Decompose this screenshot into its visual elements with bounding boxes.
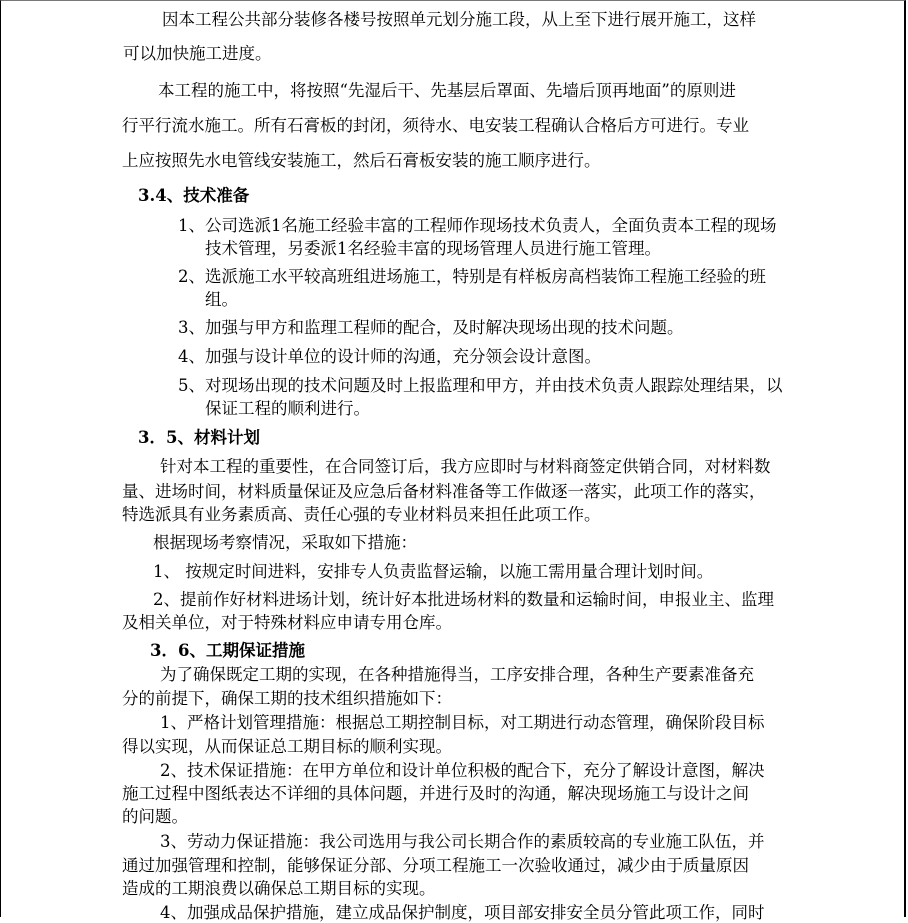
sec34-item4: 4、加强与设计单位的设计师的沟通，充分领会设计意图。 xyxy=(178,347,601,366)
sec36-p1-line1: 为了确保既定工期的实现，在各种措施得当，工序安排合理，各种生产要素准备充 xyxy=(160,665,754,684)
sec35-p2: 根据现场考察情况，采取如下措施： xyxy=(153,533,417,552)
sec36-item4-line1: 4、加强成品保护措施，建立成品保护制度，项目部安排安全员分管此项工作，同时 xyxy=(160,903,765,922)
sec35-p1-line3: 特选派具有业务素质高、责任心强的专业材料员来担任此项工作。 xyxy=(122,505,601,524)
sec36-item2-line1: 2、技术保证措施：在甲方单位和设计单位积极的配合下，充分了解设计意图，解决 xyxy=(160,761,765,780)
sec35-item1: 1、 按规定时间进料，安排专人负责监督运输，以施工需用量合理计划时间。 xyxy=(153,562,714,581)
section-3-5-heading: 3．5、材料计划 xyxy=(138,428,260,447)
sec35-item2-line2: 及相关单位，对于特殊材料应申请专用仓库。 xyxy=(122,613,452,632)
sec35-item2-line1: 2、提前作好材料进场计划，统计好本批进场材料的数量和运输时间，申报业主、监理 xyxy=(153,590,774,609)
intro-p1-line1: 因本工程公共部分装修各楼号按照单元划分施工段，从上至下进行展开施工，这样 xyxy=(162,10,756,29)
sec36-p1-line2: 分的前提下，确保工期的技术组织措施如下： xyxy=(122,689,452,708)
sec35-p1-line1: 针对本工程的重要性，在合同签订后，我方应即时与材料商签定供销合同，对材料数 xyxy=(160,457,771,476)
sec36-item2-line3: 的问题。 xyxy=(122,807,188,826)
section-3-6-heading: 3．6、工期保证措施 xyxy=(150,641,305,660)
sec34-item5-line1: 5、对现场出现的技术问题及时上报监理和甲方，并由技术负责人跟踪处理结果，以 xyxy=(178,376,783,395)
sec34-item1-line1: 1、公司选派1名施工经验丰富的工程师作现场技术负责人，全面负责本工程的现场 xyxy=(178,216,777,235)
section-3-4-heading: 3.4、技术准备 xyxy=(138,186,250,205)
intro-p2-line3: 上应按照先水电管线安装施工，然后石膏板安装的施工顺序进行。 xyxy=(122,151,601,170)
sec36-item3-line3: 造成的工期浪费以确保总工期目标的实现。 xyxy=(122,879,436,898)
sec34-item2-line2: 组。 xyxy=(205,290,238,309)
sec36-item1-line2: 得以实现，从而保证总工期目标的顺利实现。 xyxy=(122,737,452,756)
sec34-item1-line2: 技术管理，另委派1名经验丰富的现场管理人员进行施工管理。 xyxy=(205,239,661,258)
sec35-p1-line2: 量、进场时间，材料质量保证及应急后备材料准备等工作做逐一落实，此项工作的落实， xyxy=(122,482,766,501)
sec34-item3: 3、加强与甲方和监理工程师的配合，及时解决现场出现的技术问题。 xyxy=(178,318,684,337)
sec36-item2-line2: 施工过程中图纸表达不详细的具体问题，并进行及时的沟通，解决现场施工与设计之间 xyxy=(122,784,749,803)
intro-p2-line1: 本工程的施工中，将按照“先湿后干、先基层后罩面、先墙后顶再地面”的原则进 xyxy=(158,81,736,100)
sec36-item1-line1: 1、严格计划管理措施：根据总工期控制目标，对工期进行动态管理，确保阶段目标 xyxy=(160,713,765,732)
intro-p1-line2: 可以加快施工进度。 xyxy=(123,44,272,63)
sec36-item3-line2: 通过加强管理和控制，能够保证分部、分项工程施工一次验收通过，减少由于质量原因 xyxy=(122,856,749,875)
sec34-item2-line1: 2、选派施工水平较高班组进场施工，特别是有样板房高档装饰工程施工经验的班 xyxy=(178,267,766,286)
intro-p2-line2: 行平行流水施工。所有石膏板的封闭，须待水、电安装工程确认合格后方可进行。专业 xyxy=(122,116,749,135)
sec36-item3-line1: 3、劳动力保证措施：我公司选用与我公司长期合作的素质较高的专业施工队伍，并 xyxy=(160,832,765,851)
sec34-item5-line2: 保证工程的顺利进行。 xyxy=(205,399,370,418)
